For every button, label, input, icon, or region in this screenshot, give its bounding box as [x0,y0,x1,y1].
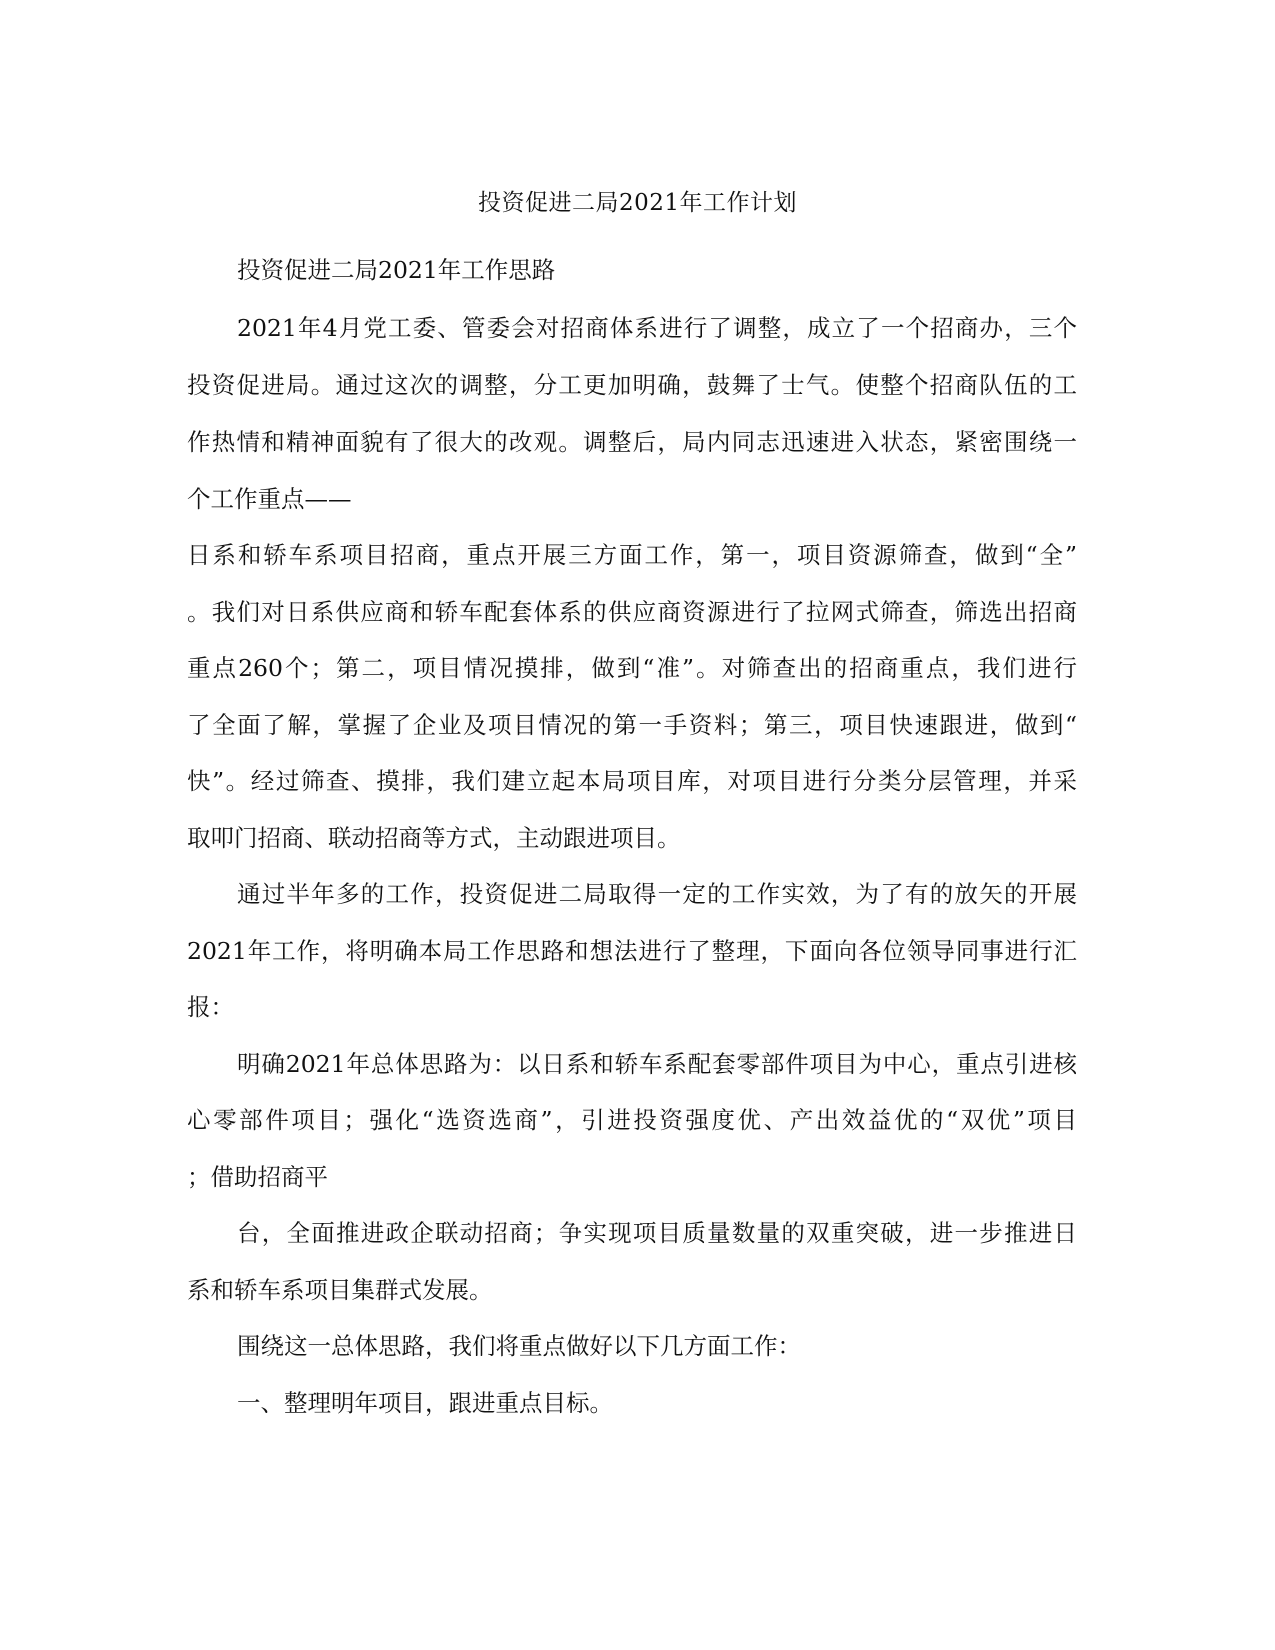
paragraph-line: 2021年工作，将明确本局工作思路和想法进行了整理，下面向各位领导同事进行汇 [187,937,1077,965]
section-heading: 一、整理明年项目，跟进重点目标。 [237,1389,613,1417]
paragraph-line: 个工作重点—— [187,485,352,513]
paragraph-line: 通过半年多的工作，投资促进二局取得一定的工作实效，为了有的放矢的开展 [237,880,1077,908]
paragraph-line: 了全面了解，掌握了企业及项目情况的第一手资料；第三，项目快速跟进，做到“ [187,711,1077,739]
paragraph-line: 2021年4月党工委、管委会对招商体系进行了调整，成立了一个招商办，三个 [237,314,1077,342]
document-title: 投资促进二局2021年工作计划 [477,190,798,216]
paragraph-line: 报： [187,993,234,1021]
paragraph-line: ；借助招商平 [187,1163,328,1191]
paragraph-line: 台，全面推进政企联动招商；争实现项目质量数量的双重突破，进一步推进日 [237,1219,1077,1247]
paragraph-line: 取叩门招商、联动招商等方式，主动跟进项目。 [187,824,681,852]
document-subtitle: 投资促进二局2021年工作思路 [237,256,556,284]
paragraph-line: 心零部件项目；强化“选资选商”，引进投资强度优、产出效益优的“双优”项目 [187,1106,1077,1134]
paragraph-line: 快”。经过筛查、摸排，我们建立起本局项目库，对项目进行分类分层管理，并采 [187,767,1077,795]
paragraph-line: 系和轿车系项目集群式发展。 [187,1276,493,1304]
paragraph-line: 日系和轿车系项目招商，重点开展三方面工作，第一，项目资源筛查，做到“全” [187,541,1077,569]
paragraph-line: 投资促进局。通过这次的调整，分工更加明确，鼓舞了士气。使整个招商队伍的工 [187,371,1077,399]
paragraph-line: 作热情和精神面貌有了很大的改观。调整后，局内同志迅速进入状态，紧密围绕一 [187,428,1077,456]
paragraph-line: 明确2021年总体思路为：以日系和轿车系配套零部件项目为中心，重点引进核 [237,1050,1077,1078]
paragraph-line: 。我们对日系供应商和轿车配套体系的供应商资源进行了拉网式筛查，筛选出招商 [187,598,1077,626]
paragraph-line: 重点260个；第二，项目情况摸排，做到“准”。对筛查出的招商重点，我们进行 [187,654,1077,682]
paragraph-line: 围绕这一总体思路，我们将重点做好以下几方面工作： [237,1332,801,1360]
